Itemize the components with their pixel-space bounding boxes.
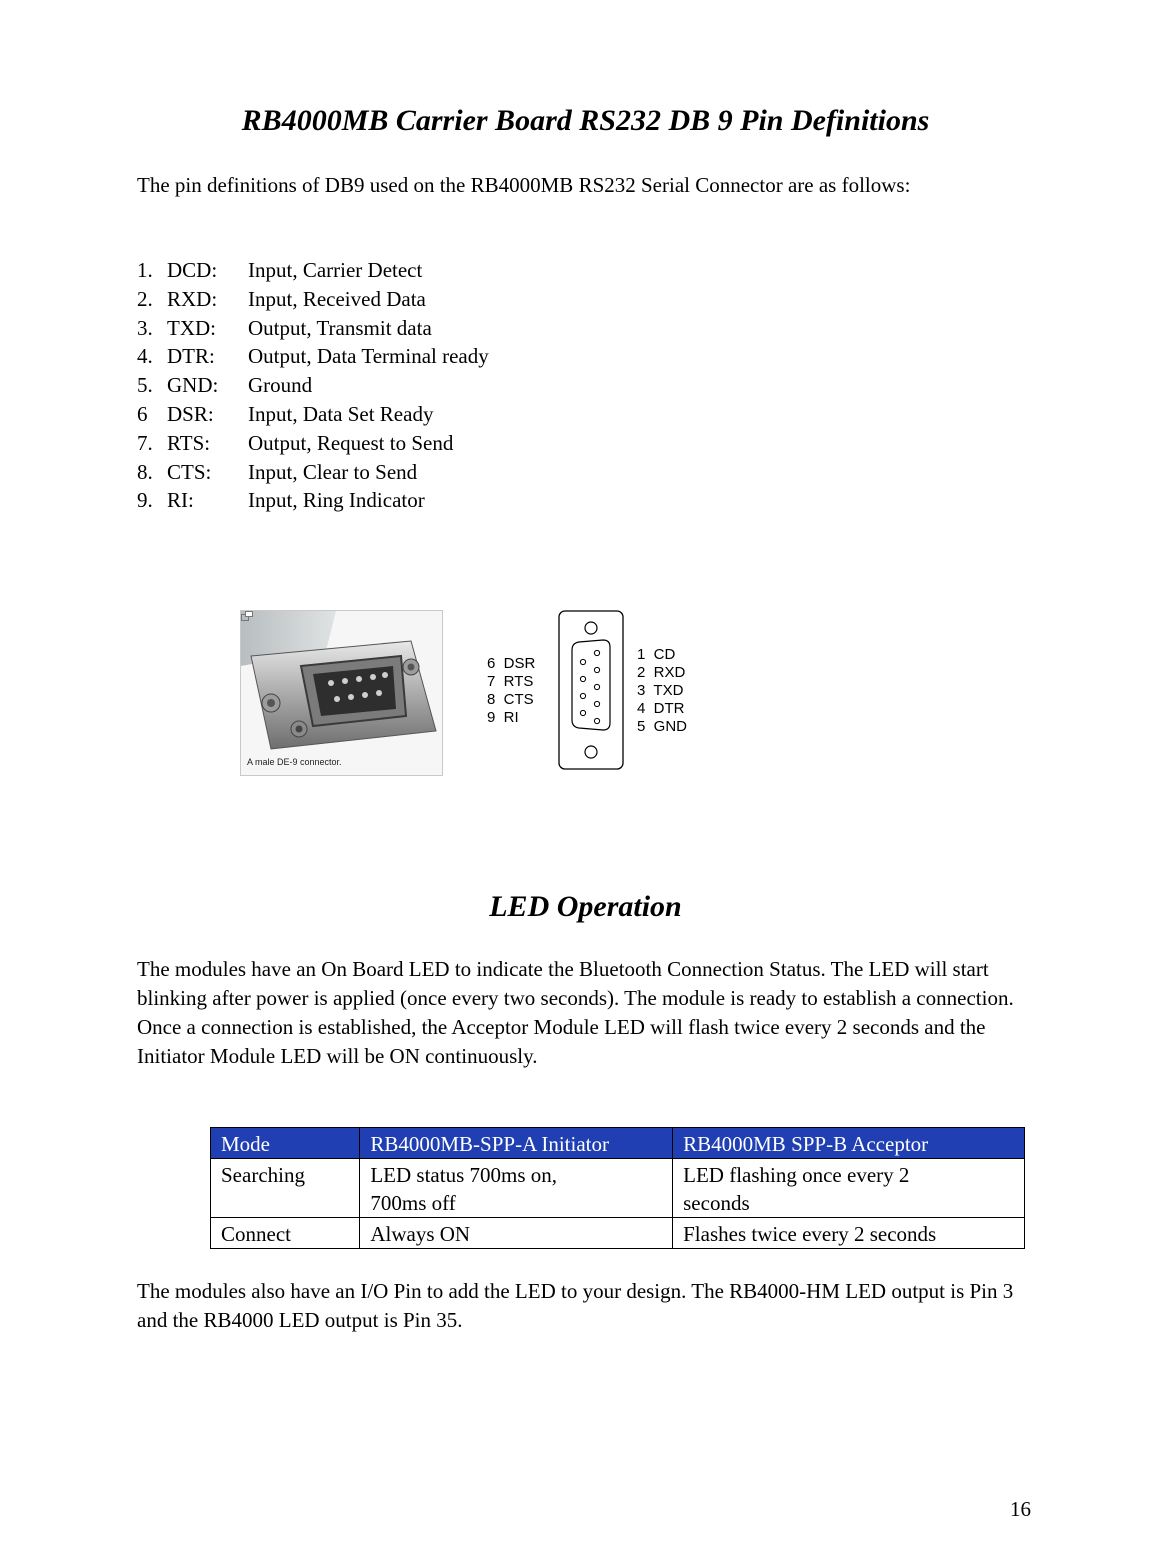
- led-operation-intro: The modules have an On Board LED to indicate the Bluetooth Connection Status. The LED will start blinking after power is applied (once every two seconds). The module is ready to establish a connection. Once a connection is established, the Acceptor Module LED will flash twice every 2 seconds and the Initiator Module LED will be ON continuously.: [137, 957, 1014, 1068]
- connector-photo: [240, 610, 443, 776]
- db9-pinout-diagram: [480, 605, 700, 775]
- table-cell: LED flashing once every 2 seconds: [673, 1159, 1025, 1218]
- pin-label-right: 4 DTR: [637, 700, 685, 717]
- pin-label-left: 9 RI: [487, 709, 519, 726]
- pin-label-left: 6 DSR: [487, 655, 536, 672]
- pin-label-right: 5 GND: [637, 718, 688, 735]
- pin-label-left: 8 CTS: [487, 691, 534, 708]
- pin-item: 1. DCD: Input, Carrier Detect: [137, 258, 423, 282]
- pin-definitions-intro: The pin definitions of DB9 used on the RB4000MB RS232 Serial Connector are as follows:: [137, 173, 911, 197]
- pin-label-right: 1 CD: [637, 646, 676, 663]
- led-status-table: [210, 1127, 1025, 1249]
- table-cell: Searching: [211, 1159, 360, 1218]
- pin-item: 9. RI: Input, Ring Indicator: [137, 488, 425, 513]
- table-header-cell: Mode: [211, 1128, 360, 1159]
- section-title-led-operation: LED Operation: [489, 890, 682, 923]
- pin-item: 5. GND: Ground: [137, 373, 313, 398]
- pin-item: 4. DTR: Output, Data Terminal ready: [137, 344, 489, 369]
- table-cell: Flashes twice every 2 seconds: [673, 1218, 1025, 1249]
- page-number: 16: [1010, 1497, 1031, 1521]
- section-title-pin-definitions: RB4000MB Carrier Board RS232 DB 9 Pin Definitions: [241, 104, 930, 137]
- pin-item: 7. RTS: Output, Request to Send: [137, 430, 454, 455]
- pin-label-right: 2 RXD: [637, 664, 686, 681]
- pin-item: 8. CTS: Input, Clear to Send: [137, 459, 418, 484]
- pin-item: 3. TXD: Output, Transmit data: [137, 315, 432, 340]
- pin-label-right: 3 TXD: [637, 682, 684, 699]
- pin-list: [137, 256, 489, 515]
- table-header-cell: RB4000MB SPP-B Acceptor: [673, 1128, 1025, 1159]
- pin-item: 2. RXD: Input, Received Data: [137, 286, 426, 311]
- enlarge-icon[interactable]: [241, 611, 253, 621]
- table-cell: Always ON: [360, 1218, 673, 1249]
- table-header-row: [211, 1128, 1025, 1159]
- table-cell: Connect: [211, 1218, 360, 1249]
- photo-caption: A male DE-9 connector.: [247, 757, 342, 767]
- pin-label-left: 7 RTS: [487, 673, 534, 690]
- table-cell: LED status 700ms on, 700ms off: [360, 1159, 673, 1218]
- connector-photo-illustration: [241, 611, 443, 776]
- pin-item: 6 DSR: Input, Data Set Ready: [137, 401, 434, 426]
- table-row: [211, 1218, 1025, 1249]
- table-row: [211, 1159, 1025, 1218]
- led-operation-outro: The modules also have an I/O Pin to add the LED to your design. The RB4000-HM LED output is Pin 3 and the RB4000 LED output is Pin 35.: [137, 1279, 1014, 1332]
- table-header-cell: RB4000MB-SPP-A Initiator: [360, 1128, 673, 1159]
